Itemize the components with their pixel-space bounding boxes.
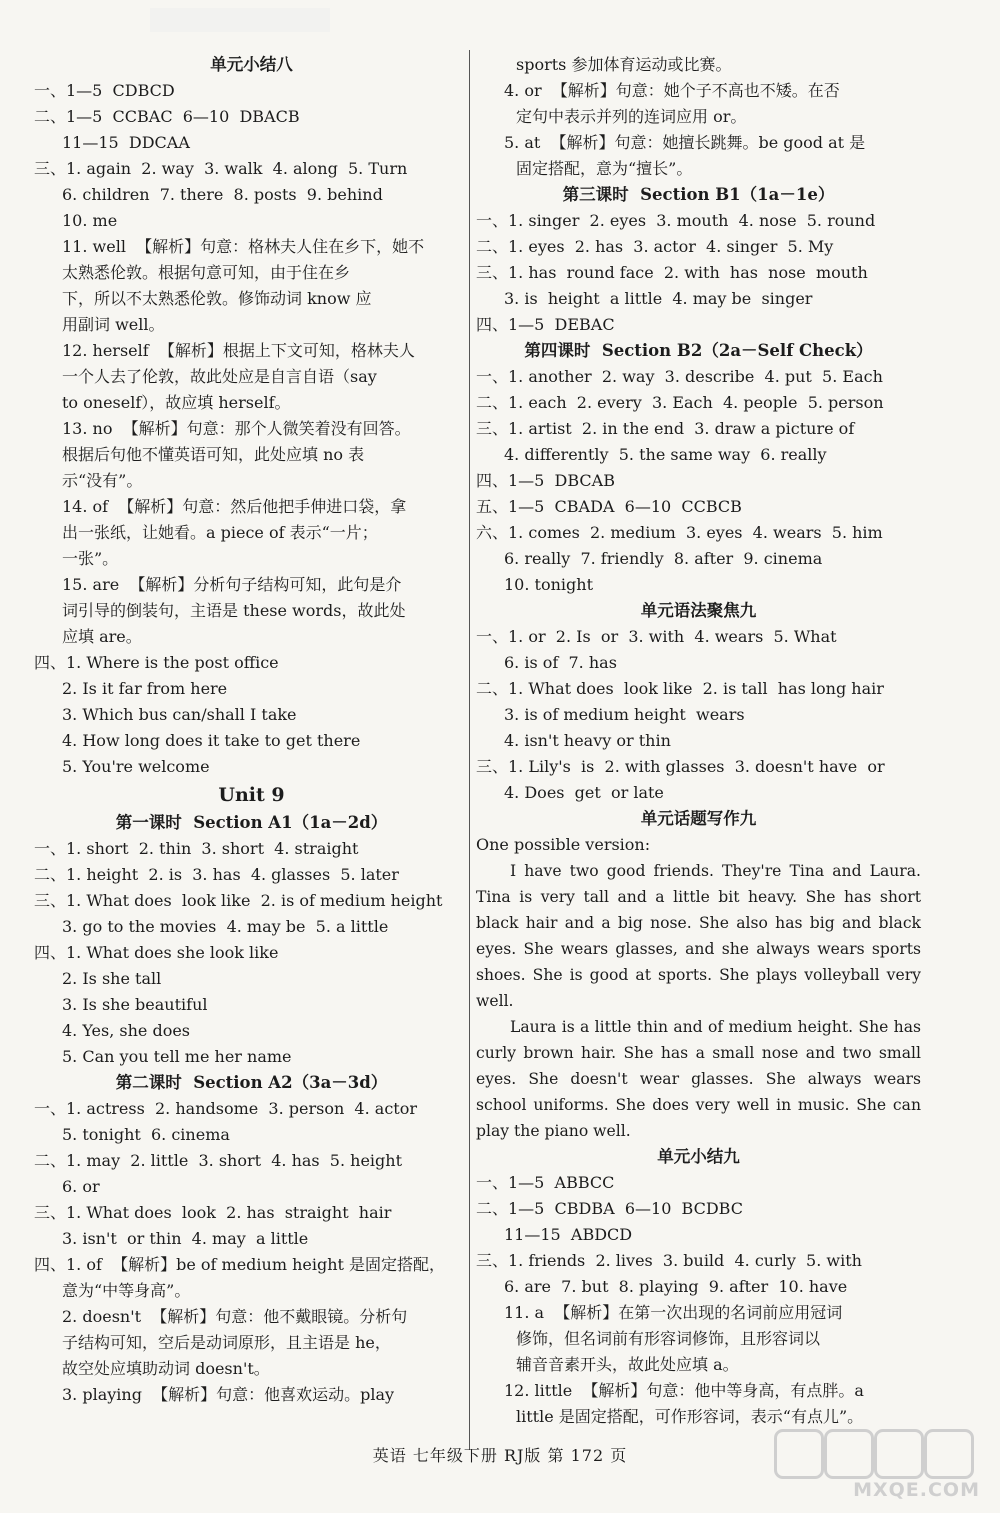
answer-line: 3. Is she beautiful <box>62 995 208 1014</box>
section-heading: 单元小结八 <box>210 55 293 74</box>
answer-line: little 是固定搭配，可作形容词，表示“有点儿”。 <box>516 1407 864 1426</box>
answer-line: 14. of 【解析】句意：然后他把手伸进口袋，拿 <box>62 497 407 516</box>
answer-line: 下，所以不太熟悉伦敦。修饰动词 know 应 <box>62 289 372 308</box>
right-column-top <box>476 52 921 858</box>
answer-line: 3. isn't or thin 4. may a little <box>62 1229 309 1248</box>
answer-line: 一、1. another 2. way 3. describe 4. put 5. Each <box>476 367 883 386</box>
answer-line: 二、1. What does look like 2. is tall has long hair <box>476 679 884 698</box>
answer-line: 一个人去了伦敦，故此处应是自言自语（say <box>62 367 377 386</box>
essay-paragraph: Laura is a little thin and of medium height. She has curly brown hair. She has a small nose and two small eyes. She doesn't wear glasses. She always wears school uniforms. She does very well in music. She can play the piano well. <box>476 1018 921 1140</box>
answer-line: 五、1—5 CBADA 6—10 CCBCB <box>476 497 742 516</box>
answer-line: 四、1—5 DEBAC <box>476 315 615 334</box>
answer-line: 2. doesn't 【解析】句意：他不戴眼镜。分析句 <box>62 1307 408 1326</box>
answer-line: 四、1—5 DBCAB <box>476 471 615 490</box>
answer-line: 四、1. Where is the post office <box>34 653 279 672</box>
answer-line: 用副词 well。 <box>62 315 165 334</box>
answer-line: 3. go to the movies 4. may be 5. a little <box>62 917 389 936</box>
answer-line: One possible version: <box>476 835 651 854</box>
answer-line: 5. You're welcome <box>62 757 210 776</box>
answer-line: 二、1. eyes 2. has 3. actor 4. singer 5. My <box>476 237 834 256</box>
answer-line: 4. Yes, she does <box>62 1021 190 1040</box>
section-heading: 单元小结九 <box>657 1147 740 1166</box>
section-heading: 单元话题写作九 <box>640 809 757 828</box>
section-heading: 单元语法聚焦九 <box>640 601 757 620</box>
answer-line: 六、1. comes 2. medium 3. eyes 4. wears 5. him <box>476 523 883 542</box>
column-divider <box>469 50 470 1450</box>
answer-line: 6. children 7. there 8. posts 9. behind <box>62 185 383 204</box>
watermark-logo <box>774 1423 984 1503</box>
answer-line: 二、1—5 CBDBA 6—10 BCDBC <box>476 1199 743 1218</box>
watermark-text: MXQE.COM <box>853 1479 980 1501</box>
answer-line: 3. is of medium height wears <box>504 705 745 724</box>
answer-line: 一张”。 <box>62 549 119 568</box>
answer-line: 11—15 ABDCD <box>504 1225 633 1244</box>
answer-line: 3. playing 【解析】句意：他喜欢运动。play <box>62 1385 395 1404</box>
answer-line: 修饰，但名词前有形容词修饰，且形容词以 <box>516 1329 821 1348</box>
answer-line: 根据后句他不懂英语可知，此处应填 no 表 <box>62 445 365 464</box>
watermark-box-icon <box>924 1429 974 1479</box>
answer-line: 二、1—5 CCBAC 6—10 DBACB <box>34 107 300 126</box>
answer-line: 一、1. short 2. thin 3. short 4. straight <box>34 839 359 858</box>
answer-line: 三、1. has round face 2. with has nose mouth <box>476 263 868 282</box>
essay-paragraph: I have two good friends. They're Tina and Laura. Tina is very tall and a little bit heavy. She has short black hair and a big nose. She also has big and black eyes. She wears glasses, and she always wears sports shoes. She is good at sports. She plays volleyball very well. <box>476 862 921 1010</box>
answer-line: 三、1. What does look like 2. is of medium height <box>34 891 443 910</box>
section-heading: 第二课时 Section A2（3a－3d） <box>115 1073 388 1092</box>
answer-line: 定句中表示并列的连词应用 or。 <box>516 107 747 126</box>
answer-line: 一、1. singer 2. eyes 3. mouth 4. nose 5. round <box>476 211 876 230</box>
answer-line: 一、1—5 ABBCC <box>476 1173 615 1192</box>
writing-sample <box>476 858 921 1144</box>
answer-line: 6. is of 7. has <box>504 653 617 672</box>
answer-line: 三、1. friends 2. lives 3. build 4. curly 5. with <box>476 1251 862 1270</box>
answer-line: 11. well 【解析】句意：格林夫人住在乡下，她不 <box>62 237 425 256</box>
answer-line: 3. Which bus can/shall I take <box>62 705 297 724</box>
answer-line: sports 参加体育运动或比赛。 <box>516 55 732 74</box>
watermark-box-icon <box>824 1429 874 1479</box>
answer-line: 二、1. each 2. every 3. Each 4. people 5. person <box>476 393 884 412</box>
section-heading: 第四课时 Section B2（2a－Self Check） <box>524 341 873 360</box>
answer-line: 三、1. artist 2. in the end 3. draw a picture of <box>476 419 855 438</box>
answer-line: 11. a 【解析】在第一次出现的名词前应用冠词 <box>504 1303 843 1322</box>
watermark-box-icon <box>774 1429 824 1479</box>
section-heading: Unit 9 <box>218 784 285 806</box>
answer-line: 意为“中等身高”。 <box>62 1281 191 1300</box>
answer-line: 6. really 7. friendly 8. after 9. cinema <box>504 549 823 568</box>
answer-line: 一、1. or 2. Is or 3. with 4. wears 5. What <box>476 627 837 646</box>
answer-line: 应填 are。 <box>62 627 142 646</box>
top-blur <box>150 8 330 32</box>
section-heading: 第一课时 Section A1（1a－2d） <box>115 813 388 832</box>
answer-line: 一、1—5 CDBCD <box>34 81 175 100</box>
watermark-box-icon <box>874 1429 924 1479</box>
answer-line: 6. are 7. but 8. playing 9. after 10. have <box>504 1277 848 1296</box>
answer-line: 2. Is it far from here <box>62 679 228 698</box>
answer-line: 词引导的倒装句，主语是 these words，故此处 <box>62 601 406 620</box>
answer-line: 5. at 【解析】句意：她擅长跳舞。be good at 是 <box>504 133 866 152</box>
answer-line: 示“没有”。 <box>62 471 143 490</box>
page-footer: 英语 七年级下册 RJ版 第 172 页 <box>372 1446 628 1465</box>
answer-line: 二、1. height 2. is 3. has 4. glasses 5. later <box>34 865 399 884</box>
answer-line: 太熟悉伦敦。根据句意可知，由于住在乡 <box>62 263 351 282</box>
right-column <box>476 52 921 1430</box>
answer-line: 4. How long does it take to get there <box>62 731 361 750</box>
answer-line: 13. no 【解析】句意：那个人微笑着没有回答。 <box>62 419 411 438</box>
answer-line: 子结构可知，空后是动词原形，且主语是 he， <box>62 1333 391 1352</box>
answer-line: 四、1. of 【解析】be of medium height 是固定搭配， <box>34 1255 446 1274</box>
answer-line: 辅音音素开头，故此处应填 a。 <box>516 1355 739 1374</box>
answer-line: 三、1. What does look 2. has straight hair <box>34 1203 392 1222</box>
answer-line: 3. is height a little 4. may be singer <box>504 289 813 308</box>
answer-line: 4. differently 5. the same way 6. really <box>504 445 827 464</box>
answer-line: 6. or <box>62 1177 100 1196</box>
answer-line: 三、1. again 2. way 3. walk 4. along 5. Turn <box>34 159 408 178</box>
answer-line: 4. isn't heavy or thin <box>504 731 671 750</box>
answer-line: 2. Is she tall <box>62 969 162 988</box>
answer-line: 故空处应填助动词 doesn't。 <box>62 1359 270 1378</box>
answer-line: 10. tonight <box>504 575 593 594</box>
left-column <box>34 52 469 1408</box>
answer-line: 5. tonight 6. cinema <box>62 1125 230 1144</box>
answer-line: 4. Does get or late <box>504 783 664 802</box>
answer-line: 5. Can you tell me her name <box>62 1047 292 1066</box>
answer-line: 四、1. What does she look like <box>34 943 279 962</box>
answer-line: 出一张纸，让她看。a piece of 表示“一片； <box>62 523 378 542</box>
answer-line: 4. or 【解析】句意：她个子不高也不矮。在否 <box>504 81 840 100</box>
answer-line: 12. little 【解析】句意：他中等身高，有点胖。a <box>504 1381 864 1400</box>
answer-line: 10. me <box>62 211 118 230</box>
answer-line: to oneself），故应填 herself。 <box>62 393 291 412</box>
answer-line: 11—15 DDCAA <box>62 133 190 152</box>
section-heading: 第三课时 Section B1（1a－1e） <box>562 185 835 204</box>
answer-line: 一、1. actress 2. handsome 3. person 4. actor <box>34 1099 417 1118</box>
answer-line: 12. herself 【解析】根据上下文可知，格林夫人 <box>62 341 415 360</box>
answer-line: 二、1. may 2. little 3. short 4. has 5. height <box>34 1151 403 1170</box>
right-column-bottom <box>476 1144 921 1430</box>
answer-line: 固定搭配，意为“擅长”。 <box>516 159 693 178</box>
answer-line: 15. are 【解析】分析句子结构可知，此句是介 <box>62 575 402 594</box>
answer-line: 三、1. Lily's is 2. with glasses 3. doesn't have or <box>476 757 885 776</box>
